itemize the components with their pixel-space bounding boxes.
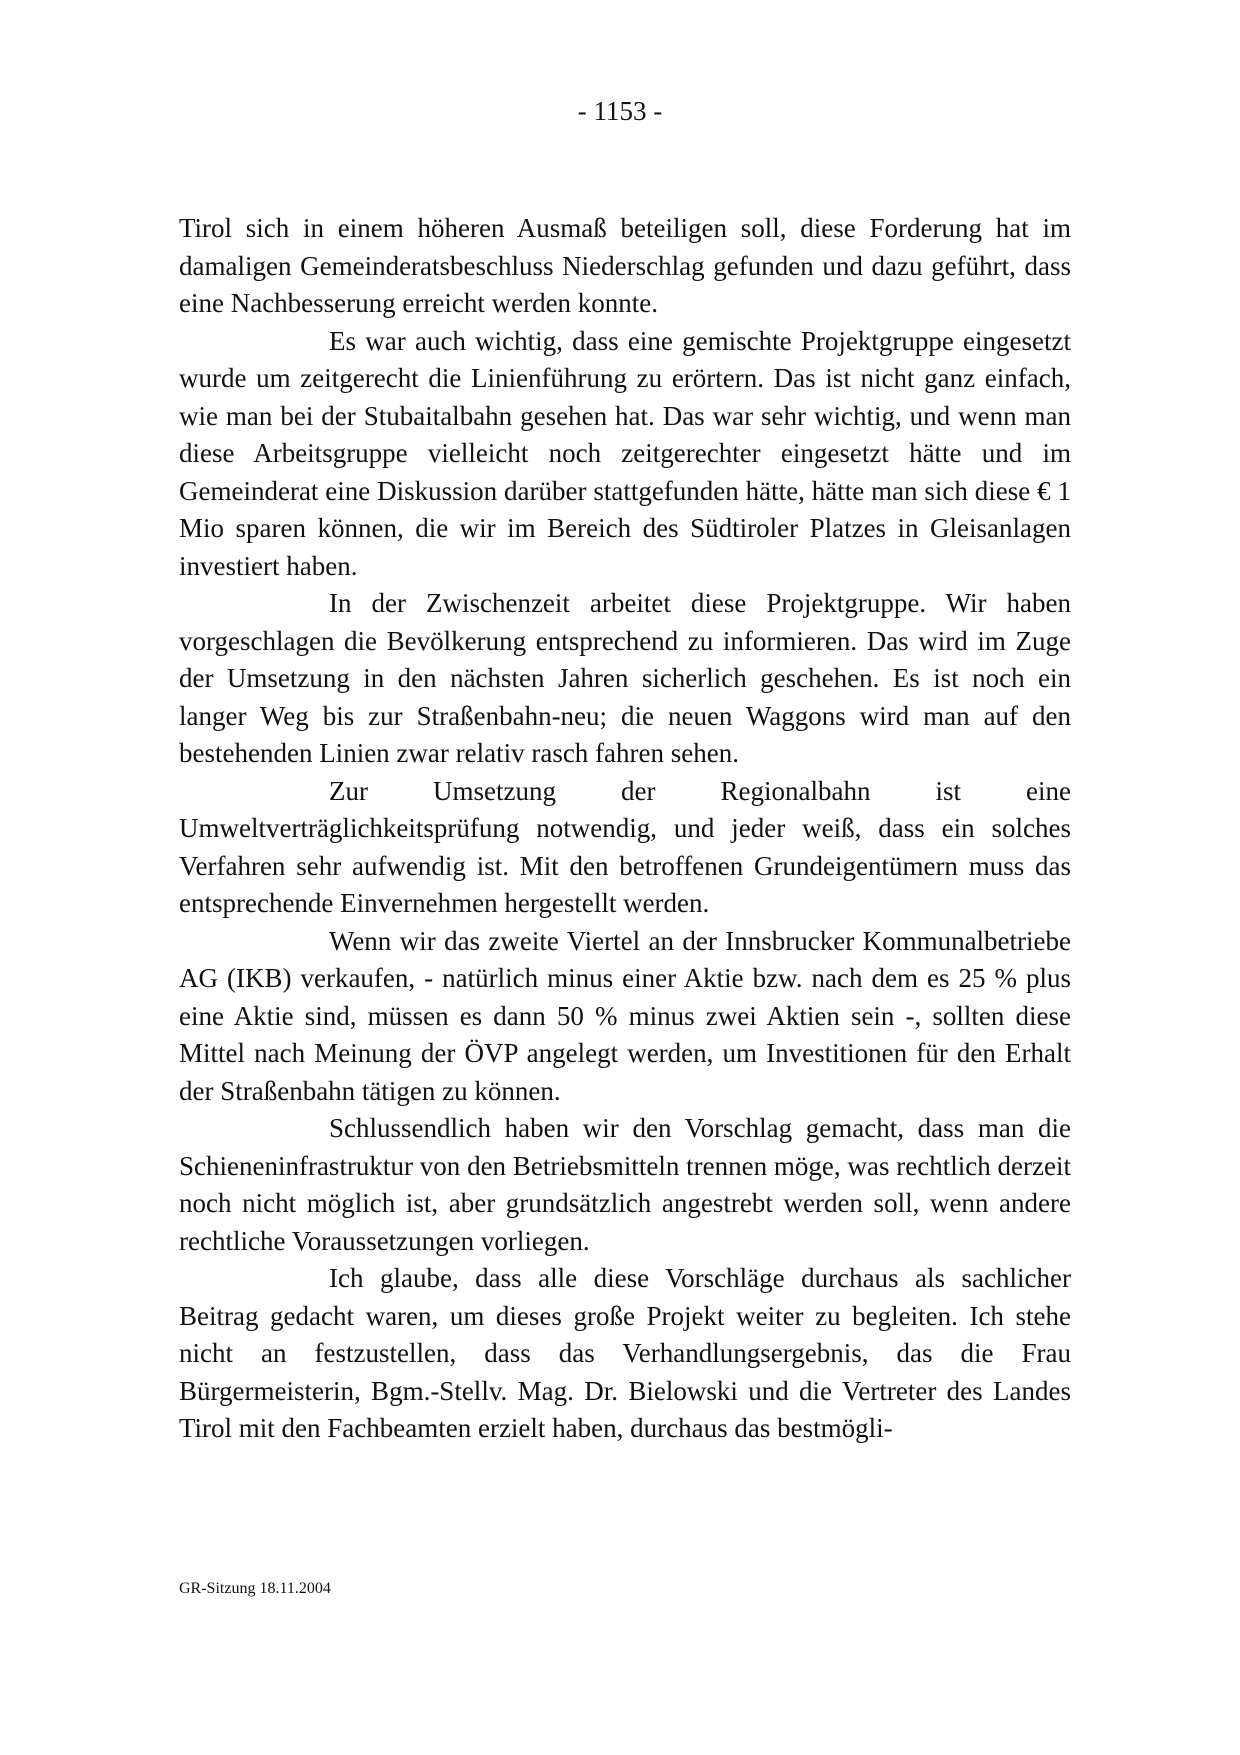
paragraph: Schlussendlich haben wir den Vorschlag gemacht, dass man die Schieneninfrastruktur von den Betriebsmitteln trennen möge, was rechtlich derzeit noch nicht möglich ist, aber grundsätzlich angestrebt werden soll, wenn andere rechtliche Voraussetzungen vorliegen. bbox=[179, 1113, 1071, 1256]
footer-session-date: GR-Sitzung 18.11.2004 bbox=[179, 1580, 331, 1597]
paragraph: Ich glaube, dass alle diese Vorschläge durchaus als sachlicher Beitrag gedacht waren, um dieses große Projekt weiter zu begleiten. Ich stehe nicht an festzustellen, dass das Verhandlungsergebnis, das die Frau Bürgermeisterin, Bgm.-Stellv. Mag. Dr. Bielowski und die Vertreter des Landes Tirol mit den Fachbeamten erzielt haben, durchaus das bestmögli- bbox=[179, 1263, 1071, 1443]
body-text bbox=[179, 210, 1071, 1448]
paragraph: Wenn wir das zweite Viertel an der Innsbrucker Kommunalbetriebe AG (IKB) verkaufen, - natürlich minus einer Aktie bzw. nach dem es 25 % plus eine Aktie sind, müssen es dann 50 % minus zwei Aktien sein -, sollten diese Mittel nach Meinung der ÖVP angelegt werden, um Investitionen für den Erhalt der Straßenbahn tätigen zu können. bbox=[179, 925, 1071, 1106]
paragraph: Zur Umsetzung der Regionalbahn ist eine Umweltverträglichkeitsprüfung notwendig, und jeder weiß, dass ein solches Verfahren sehr aufwendig ist. Mit den betroffenen Grundeigentümern muss das entsprechende Einvernehmen hergestellt werden. bbox=[179, 775, 1071, 918]
paragraph: Es war auch wichtig, dass eine gemischte Projektgruppe eingesetzt wurde um zeitgerecht die Linienführung zu erörtern. Das ist nicht ganz einfach, wie man bei der Stubaitalbahn gesehen hat. Das war sehr wichtig, und wenn man diese Arbeitsgruppe vielleicht noch zeitgerechter eingesetzt hätte und im Gemeinderat eine Diskussion darüber stattgefunden hätte, hätte man sich diese € 1 Mio sparen können, die wir im Bereich des Südtiroler Platzes in Gleisanlagen investiert haben. bbox=[179, 325, 1071, 581]
paragraph: Tirol sich in einem höheren Ausmaß beteiligen soll, diese Forderung hat im damaligen Gemeinderatsbeschluss Niederschlag gefunden und dazu geführt, dass eine Nachbesserung erreicht werden konnte. bbox=[179, 213, 1071, 318]
paragraph: In der Zwischenzeit arbeitet diese Projektgruppe. Wir haben vorgeschlagen die Bevölkerung entsprechend zu informieren. Das wird im Zuge der Umsetzung in den nächsten Jahren sicherlich geschehen. Es ist noch ein langer Weg bis zur Straßenbahn-neu; die neuen Waggons wird man auf den bestehenden Linien zwar relativ rasch fahren sehen. bbox=[179, 588, 1071, 768]
page-number: - 1153 - bbox=[577, 96, 663, 126]
